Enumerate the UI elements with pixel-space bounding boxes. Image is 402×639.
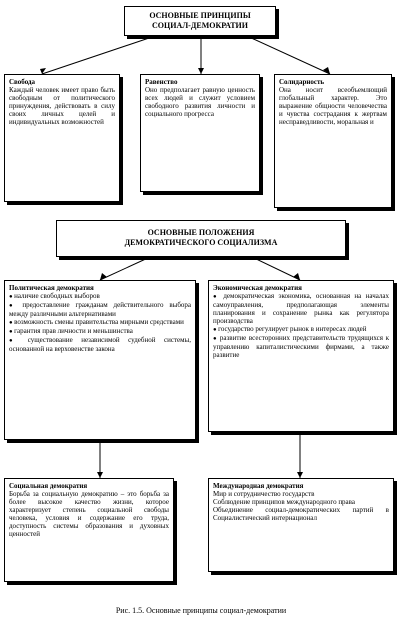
positions-title-line1: ОСНОВНЫЕ ПОЛОЖЕНИЯ xyxy=(147,228,255,237)
positions-title-box xyxy=(56,220,346,257)
political-item: ● существование независимой судебной системы, основанной на верховенстве закона xyxy=(9,336,191,353)
equality-heading: Равенство xyxy=(145,78,178,86)
freedom-text: Каждый человек имеет право быть свободным от политического принуждения, действовать в силу своих личных целей и индивидуальных возможностей xyxy=(9,86,115,126)
arrowhead-economic xyxy=(293,273,300,280)
economic-item: ● государство регулирует рынок в интересах людей xyxy=(213,325,389,334)
international-line: Соблюдение принципов международного права xyxy=(213,498,355,506)
arrowhead-solidarity xyxy=(323,67,330,74)
social-democracy-box xyxy=(4,478,174,582)
connector-mid-to-economic xyxy=(252,257,300,280)
freedom-box xyxy=(4,74,120,202)
freedom-heading: Свобода xyxy=(9,78,36,86)
principles-title-box xyxy=(124,6,276,36)
economic-item: ● демократическая экономика, основанная на началах самоуправления, предполагающая элементы планирования и сохранение рынка как регулятора производства xyxy=(213,292,389,325)
positions-title-line2: ДЕМОКРАТИЧЕСКОГО СОЦИАЛИЗМА xyxy=(124,238,278,247)
principles-title-line1: ОСНОВНЫЕ ПРИНЦИПЫ xyxy=(149,11,251,20)
connector-mid-to-political xyxy=(100,257,150,280)
connector-title-to-freedom xyxy=(42,36,155,74)
economic-democracy-heading: Экономическая демократия xyxy=(213,284,302,292)
solidarity-box xyxy=(274,74,392,208)
international-democracy-box xyxy=(208,478,394,572)
political-item: ● возможность смены правительства мирными средствами xyxy=(9,318,191,327)
equality-box xyxy=(140,74,260,192)
solidarity-text: Она носит всеобъемлющий глобальный характер. Это выражение общности человечества и чувства сострадания к жертвам несправедливости, моральная и xyxy=(279,86,387,126)
economic-item: ● развитие всесторонних представительств трудящихся к управлению капиталистическими фирмами, а также развитие xyxy=(213,334,389,359)
principles-title-line2: СОЦИАЛ-ДЕМОКРАТИИ xyxy=(152,21,248,30)
political-democracy-box xyxy=(4,280,196,440)
economic-democracy-box xyxy=(208,280,394,432)
international-democracy-heading: Международная демократия xyxy=(213,482,304,490)
international-line: Объединение социал-демократических партий в Социалистический интернационал xyxy=(213,506,389,522)
international-line: Мир и сотрудничество государств xyxy=(213,490,315,498)
connector-title-to-solidarity xyxy=(247,36,330,74)
political-democracy-heading: Политическая демократия xyxy=(9,284,94,292)
social-democracy-heading: Социальная демократия xyxy=(9,482,88,490)
figure-caption: Рис. 1.5. Основные принципы социал-демократии xyxy=(115,606,287,615)
political-item: ● наличие свободных выборов xyxy=(9,292,191,301)
political-item: ● гарантия прав личности и меньшинства xyxy=(9,327,191,336)
political-item: ● предоставление гражданам действительного выбора между различными альтернативами xyxy=(9,301,191,318)
arrowhead-political xyxy=(100,273,107,280)
solidarity-heading: Солидарность xyxy=(279,78,325,86)
social-democracy-text: Борьба за социальную демократию – это борьба за более высокое качество жизни, которое характеризует степень социальной свободы человека, условия и содержание его труда, доступность системы образования и духовных ценностей xyxy=(9,490,169,538)
equality-text: Оно предполагает равную ценность всех людей и служит условием свободного развития личности и социального прогресса xyxy=(145,86,255,118)
